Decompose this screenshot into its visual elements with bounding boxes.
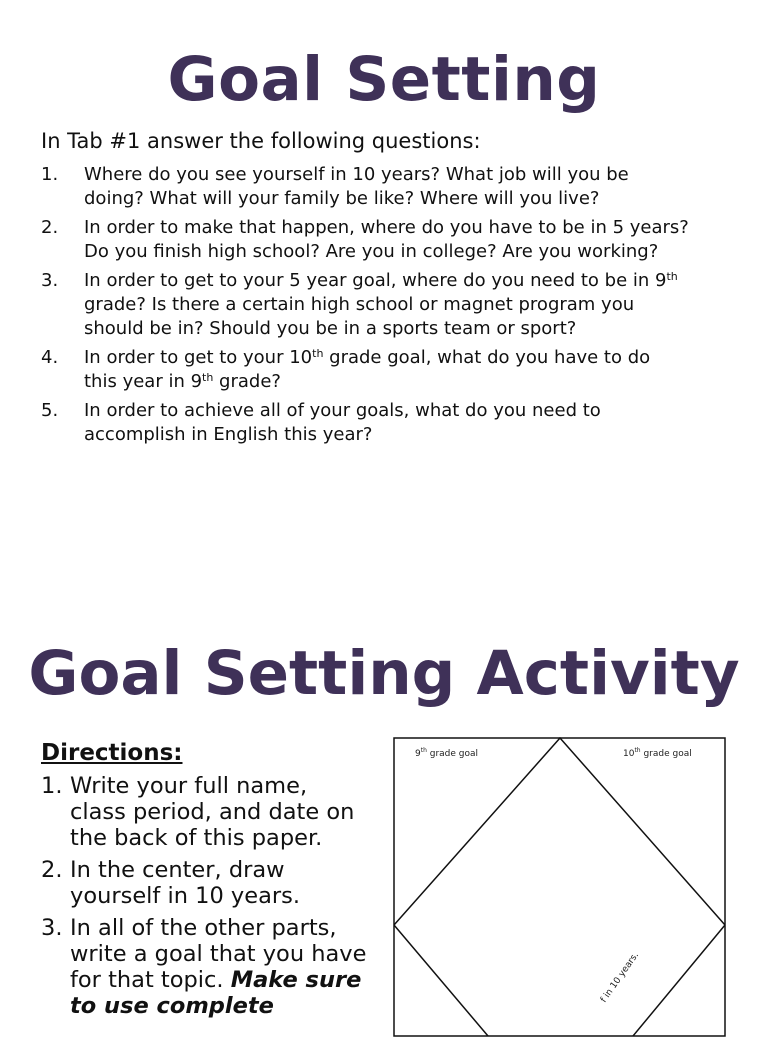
question-line: grade? Is there a certain high school or magnet program you [84, 294, 635, 315]
question-line: doing? What will your family be like? Where will you live? [84, 188, 600, 209]
label-center-partial: f in 10 years. [599, 950, 642, 1005]
list-item [41, 399, 741, 447]
question-line: grade? [213, 371, 281, 392]
diamond-top [394, 738, 725, 925]
list-item [41, 269, 741, 341]
activity-title: Goal Setting Activity [28, 638, 740, 709]
diamond-bottom-left [394, 925, 488, 1036]
page-title: Goal Setting [167, 44, 601, 115]
step-line: In the center, draw [70, 857, 285, 883]
label-9th-grade-goal: 9th grade goal [415, 747, 479, 759]
question-line: this year in 9 [84, 371, 203, 392]
superscript: th [312, 347, 324, 360]
question-line: In order to make that happen, where do you have to be in 5 years? [84, 217, 689, 238]
step-line: In all of the other parts, [70, 915, 337, 941]
item-number: 3. [41, 270, 59, 291]
step-line: class period, and date on [70, 799, 355, 825]
list-item [41, 346, 741, 394]
emphasis-text: Make sure [230, 967, 362, 993]
item-number: 1. [41, 164, 59, 185]
questions-list [41, 163, 741, 452]
step-line: for that topic. [70, 967, 231, 993]
question-line: Do you finish high school? Are you in college? Are you working? [84, 241, 659, 262]
list-item [41, 163, 741, 211]
superscript: th [666, 270, 678, 283]
question-line: In order to achieve all of your goals, what do you need to [84, 400, 601, 421]
superscript: th [202, 371, 214, 384]
list-item [41, 915, 381, 1019]
list-item [41, 216, 741, 264]
list-item [41, 857, 381, 909]
directions-heading: Directions: [41, 740, 183, 766]
item-number: 2. [41, 217, 59, 238]
item-number: 3. [41, 915, 63, 941]
outer-square [394, 738, 725, 1036]
question-line: accomplish in English this year? [84, 424, 373, 445]
item-number: 5. [41, 400, 59, 421]
question-line: Where do you see yourself in 10 years? What job will you be [84, 164, 629, 185]
diagram-lines [393, 737, 726, 1037]
directions-list [41, 773, 381, 1025]
question-line: grade goal, what do you have to do [323, 347, 651, 368]
step-line: yourself in 10 years. [70, 883, 300, 909]
label-10th-grade-goal: 10th grade goal [623, 747, 692, 759]
intro-text: In Tab #1 answer the following questions: [41, 129, 481, 153]
list-item [41, 773, 381, 851]
item-number: 1. [41, 773, 63, 799]
item-number: 4. [41, 347, 59, 368]
question-line: In order to get to your 10 [84, 347, 313, 368]
emphasis-text: to use complete [70, 993, 274, 1019]
fortune-teller-diagram [393, 737, 726, 1037]
question-line: should be in? Should you be in a sports team or sport? [84, 318, 577, 339]
step-line: Write your full name, [70, 773, 308, 799]
step-line: the back of this paper. [70, 825, 323, 851]
question-line: In order to get to your 5 year goal, where do you need to be in 9 [84, 270, 667, 291]
diamond-bottom-right [633, 925, 725, 1036]
item-number: 2. [41, 857, 63, 883]
step-line: write a goal that you have [70, 941, 367, 967]
